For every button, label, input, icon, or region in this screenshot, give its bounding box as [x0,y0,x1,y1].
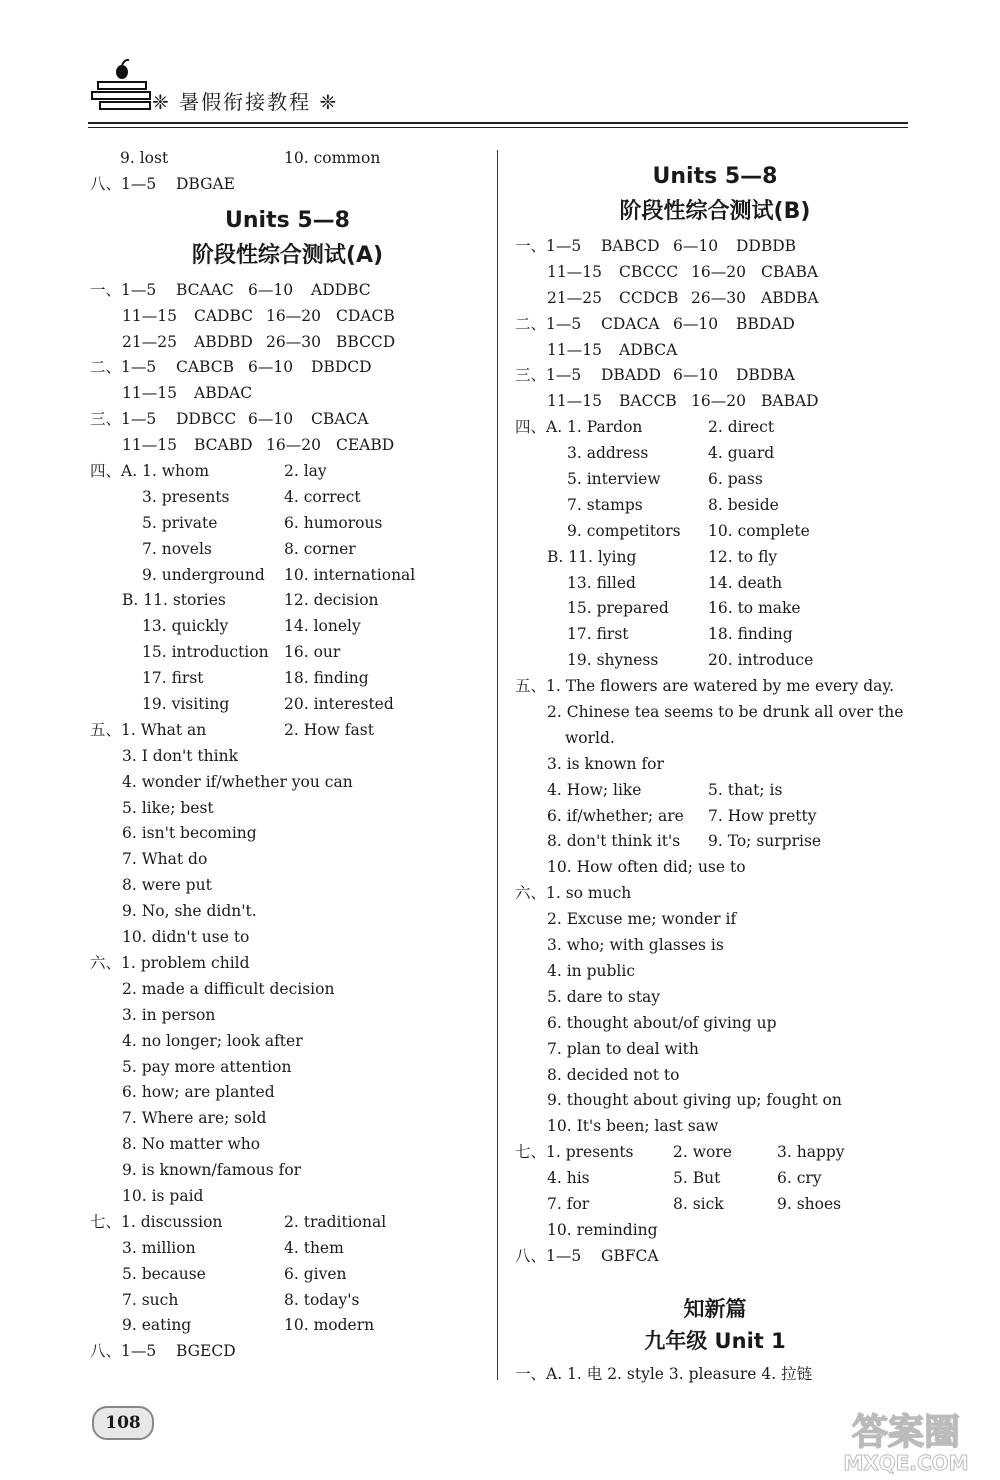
answer-text: 12. decision [284,591,379,610]
answer-row [90,433,485,459]
answer-text: 16. to make [708,599,801,618]
answer-text: 三、1—5 [515,366,582,385]
answer-text: ABDBD [194,332,253,351]
answer-text: 10. complete [708,521,810,540]
answer-row [90,330,485,356]
answer-text: 7. What do [122,850,208,869]
answer-text: CDACB [336,306,395,325]
answer-row [515,1218,915,1244]
answer-text: 二、1—5 [90,358,157,377]
answer-row [515,700,915,726]
answer-row [90,381,485,407]
answer-text: 7. stamps [567,495,643,514]
answer-row [90,172,485,198]
answer-text: 3. is known for [547,754,664,773]
answer-text: BBCCD [336,332,396,351]
answer-row [90,485,485,511]
answer-text: 10. It's been; last saw [547,1117,719,1136]
answer-text: 19. shyness [567,651,659,670]
answer-row [515,907,915,933]
answer-row [515,622,915,648]
answer-text: 9. is known/famous for [122,1161,302,1180]
answer-row [90,459,485,485]
svg-text:MXQE.COM: MXQE.COM [843,1451,969,1475]
header-title: ❈ 暑假衔接教程 ❈ [152,90,339,114]
answer-row [515,389,915,415]
answer-text: CDACA [601,314,660,333]
answer-text: 2. wore [673,1143,732,1162]
answer-row [90,304,485,330]
answer-row [90,692,485,718]
answer-text: 18. finding [284,669,369,688]
section-title-new: 知新篇 [683,1296,747,1321]
answer-text: 三、1—5 [90,410,157,429]
answer-text: 20. introduce [708,651,814,670]
answer-text: 18. finding [708,625,793,644]
answer-text: 2. direct [708,418,775,437]
answer-row [515,1037,915,1063]
answer-text: ABDAC [194,384,253,403]
answer-text: 10. reminding [547,1220,658,1239]
answer-text: DDBCC [176,410,237,429]
answer-text: 17. first [567,625,629,644]
answer-text: 5. But [673,1169,721,1188]
answer-text: B. 11. stories [122,591,226,610]
answer-text: 16—20 [691,262,746,281]
answer-text: 10. international [284,565,416,584]
answer-text: 9. eating [122,1316,192,1335]
watermark-logo-icon [826,1404,986,1476]
answer-text: 5. that; is [708,780,783,799]
answer-text: 2. How fast [284,720,374,739]
answer-text: 5. private [142,513,218,532]
answer-text: 8. don't think it's [547,832,681,851]
answer-row [90,407,485,433]
answer-row [515,363,915,389]
answer-row [515,571,915,597]
answer-text: 6. cry [777,1169,822,1188]
answer-row [90,1184,485,1210]
answer-row [515,441,915,467]
answer-text: BGECD [176,1342,236,1361]
answer-text: CBACA [311,410,369,429]
answer-text: 4. no longer; look after [122,1031,303,1050]
answer-row [515,312,915,338]
answer-text: ABDBA [761,288,819,307]
answer-text: 3. million [122,1238,196,1257]
answer-text: 10. is paid [122,1186,204,1205]
answer-text: DDBDB [736,237,797,255]
answer-row [515,778,915,804]
answer-text: 五、1. The flowers are watered by me every day. [515,677,895,696]
answer-text: 3. who; with glasses is [547,936,724,955]
answer-row [90,537,485,563]
answer-text: 八、1—5 [90,1342,157,1361]
answer-text: DBDCD [311,358,372,377]
answer-row [90,1003,485,1029]
answer-text: B. 11. lying [547,547,637,566]
answer-row [515,1362,915,1388]
answer-row [90,1262,485,1288]
answer-row [90,744,485,770]
answer-text: 8. sick [673,1194,724,1213]
answer-row [90,821,485,847]
answer-text: 3. in person [122,1005,216,1024]
answer-text: 15. introduction [142,643,269,662]
answer-row [515,985,915,1011]
answer-text: 21—25 [122,332,177,351]
section-title: Units 5—8 [225,207,350,233]
answer-text: 六、1. so much [515,884,632,903]
column-divider [497,150,498,1380]
section-subtitle: 阶段性综合测试(A) [191,242,384,268]
answer-row [90,1080,485,1106]
answer-text: 8. decided not to [547,1065,680,1084]
answer-row [515,1140,915,1166]
answer-row [90,1158,485,1184]
answer-text: 五、1. What an [90,720,207,739]
answer-text: BCABD [194,436,253,455]
answer-text: 3. address [567,444,649,463]
answer-text: CADBC [194,306,254,325]
answer-text: ADBCA [619,340,678,359]
answer-text: 2. made a difficult decision [122,979,335,998]
answer-text: 26—30 [266,332,321,351]
answer-text: BABAD [761,392,819,411]
section-title: Units 5—8 [652,164,778,189]
answer-text: 8. No matter who [122,1135,261,1154]
answer-text: 6. given [284,1264,347,1283]
answer-row [515,933,915,959]
answer-text: 4. in public [547,961,636,980]
answer-row [90,873,485,899]
answer-row [90,925,485,951]
answer-text: 16—20 [266,436,321,455]
answer-row [90,899,485,925]
answer-row [515,1114,915,1140]
answer-text: 7. How pretty [708,806,817,825]
answer-text: 7. Where are; sold [122,1109,267,1128]
answer-text: 6—10 [673,314,719,333]
answer-row [515,1192,915,1218]
section-subtitle-new: 九年级 Unit 1 [644,1328,786,1353]
answer-text: 四、A. 1. whom [90,462,210,481]
answer-text: 14. death [708,573,783,592]
answer-row [90,355,485,381]
answer-text: 6—10 [248,358,294,377]
answer-text: 10. common [284,149,381,167]
answer-row [515,1166,915,1192]
answer-row [90,1339,485,1365]
answer-text: CCDCB [619,288,679,307]
answer-text: 4. them [284,1238,344,1257]
answer-text: 2. Chinese tea seems to be drunk all over the [547,703,904,722]
answer-text: 4. his [547,1169,590,1188]
answer-row [515,286,915,312]
answer-text: BACCB [619,392,677,411]
answer-text: 10. modern [284,1316,375,1335]
answer-text: 9. To; surprise [708,832,822,851]
answer-row [90,588,485,614]
answer-text: 10. didn't use to [122,928,250,947]
answer-text: 6—10 [248,410,294,429]
answer-text: 9. thought about giving up; fought on [547,1091,842,1110]
answer-text: 2. traditional [284,1212,387,1231]
answer-row [90,796,485,822]
answer-text: 9. lost [120,149,169,167]
answer-text: DBDBA [736,366,795,385]
answer-text: 20. interested [284,695,394,714]
answer-text: 3. I don't think [122,746,238,765]
answer-row [515,752,915,778]
answer-text: 11—15 [122,306,177,325]
answer-text: 八、1—5 [90,174,157,193]
answer-text: 15. prepared [567,599,669,618]
left-column [90,146,485,1365]
answer-text: 6. pass [708,470,763,489]
answer-text: 2. lay [284,462,327,481]
header-rule-thin [88,127,908,128]
answer-text: 11—15 [122,436,177,455]
answer-row [90,640,485,666]
answer-row [90,614,485,640]
answer-text: CBCCC [619,262,679,281]
answer-text: 13. filled [567,573,636,592]
answer-row [90,278,485,304]
answer-row [90,1210,485,1236]
answer-row [515,493,915,519]
answer-row [515,545,915,571]
answer-text: 5. dare to stay [547,987,661,1006]
answer-text: 8. were put [122,876,212,895]
answer-row [90,977,485,1003]
answer-text: 7. novels [142,539,212,558]
answer-text: CBABA [761,262,819,281]
right-column [515,146,915,1388]
answer-row [90,1132,485,1158]
answer-row [90,1236,485,1262]
answer-text: 21—25 [547,288,602,307]
answer-row [515,1244,915,1270]
answer-text: 9. shoes [777,1194,842,1213]
answer-text: 11—15 [122,384,177,403]
answer-row [515,674,915,700]
page-number: 108 [92,1406,154,1440]
answer-text: GBFCA [601,1246,659,1265]
section-subtitle: 阶段性综合测试(B) [619,199,811,224]
answer-text: 6. how; are planted [122,1083,275,1102]
answer-text: 二、1—5 [515,314,582,333]
answer-text: 5. because [122,1264,206,1283]
answer-text: 一、A. 1. 电 2. style 3. pleasure 4. 拉链 [515,1364,813,1383]
answer-row [515,415,915,441]
answer-row [515,596,915,622]
answer-text: 6. isn't becoming [122,824,257,843]
answer-text: 一、1—5 [515,237,582,255]
answer-text: DBGAE [176,174,235,193]
answer-text: 一、1—5 [90,280,157,299]
answer-row [90,146,485,172]
answer-text: 6. if/whether; are [547,806,684,825]
answer-text: 13. quickly [142,617,229,636]
answer-text: CEABD [336,436,395,455]
answer-text: 16—20 [691,392,746,411]
svg-text:答案圈: 答案圈 [851,1412,961,1453]
answer-row [515,881,915,907]
answer-row [515,467,915,493]
answer-row [90,770,485,796]
answer-row [90,511,485,537]
answer-text: 7. for [547,1194,590,1213]
books-apple-logo-icon [88,58,158,118]
answer-row [515,519,915,545]
answer-row [515,260,915,286]
answer-row [515,829,915,855]
answer-text: CABCB [176,358,234,377]
answer-text: 14. lonely [284,617,361,636]
answer-text: 6. humorous [284,513,383,532]
answer-text: 11—15 [547,392,602,411]
answer-text: 9. underground [142,565,265,584]
answer-row [515,338,915,364]
answer-text: 9. competitors [567,521,681,540]
answer-row [515,1088,915,1114]
answer-row [90,718,485,744]
answer-text: world. [565,728,615,747]
answer-row [90,1029,485,1055]
answer-text: 8. today's [284,1290,360,1309]
answer-text: 6. thought about/of giving up [547,1013,777,1032]
answer-text: 6—10 [248,280,294,299]
answer-text: BBDAD [736,314,795,333]
answer-text: 6—10 [673,237,719,255]
answer-text: 4. wonder if/whether you can [122,772,353,791]
answer-row [515,959,915,985]
answer-row [515,234,915,260]
answer-row [515,726,915,752]
answer-text: 3. presents [142,487,230,506]
answer-text: 六、1. problem child [90,953,250,972]
answer-text: 16—20 [266,306,321,325]
answer-text: 4. guard [708,444,775,463]
answer-text: 7. plan to deal with [547,1039,699,1058]
answer-text: 11—15 [547,340,602,359]
answer-text: 5. like; best [122,798,214,817]
answer-text: 7. such [122,1290,179,1309]
answer-text: 11—15 [547,262,602,281]
answer-text: 12. to fly [708,547,778,566]
answer-text: 2. Excuse me; wonder if [547,910,737,929]
answer-row [90,1288,485,1314]
answer-text: DBADD [601,366,661,385]
answer-text: ADDBC [311,280,371,299]
answer-text: 16. our [284,643,341,662]
answer-text: 七、1. discussion [90,1212,223,1231]
page-header [88,58,908,133]
answer-text: 8. corner [284,539,356,558]
answer-text: 10. How often did; use to [547,858,746,877]
answer-text: 6—10 [673,366,719,385]
header-rule [88,122,908,124]
answer-row [515,855,915,881]
answer-row [515,1063,915,1089]
answer-row [90,847,485,873]
answer-text: 26—30 [691,288,746,307]
answer-row [515,804,915,830]
answer-text: 4. correct [284,487,361,506]
answer-text: 17. first [142,669,204,688]
answer-row [515,1011,915,1037]
answer-text: 八、1—5 [515,1246,582,1265]
answer-row [90,666,485,692]
answer-text: BABCD [601,237,660,255]
answer-text: 5. interview [567,470,661,489]
answer-text: 5. pay more attention [122,1057,292,1076]
answer-text: 4. How; like [547,780,642,799]
answer-text: 9. No, she didn't. [122,902,257,921]
answer-text: 8. beside [708,495,779,514]
answer-row [90,1106,485,1132]
answer-text: 七、1. presents [515,1143,634,1162]
answer-row [90,1055,485,1081]
answer-text: 四、A. 1. Pardon [515,418,643,437]
answer-row [90,563,485,589]
answer-text: 19. visiting [142,695,230,714]
answer-row [515,648,915,674]
answer-row [90,951,485,977]
answer-text: BCAAC [176,280,234,299]
answer-text: 3. happy [777,1143,845,1162]
answer-row [90,1313,485,1339]
